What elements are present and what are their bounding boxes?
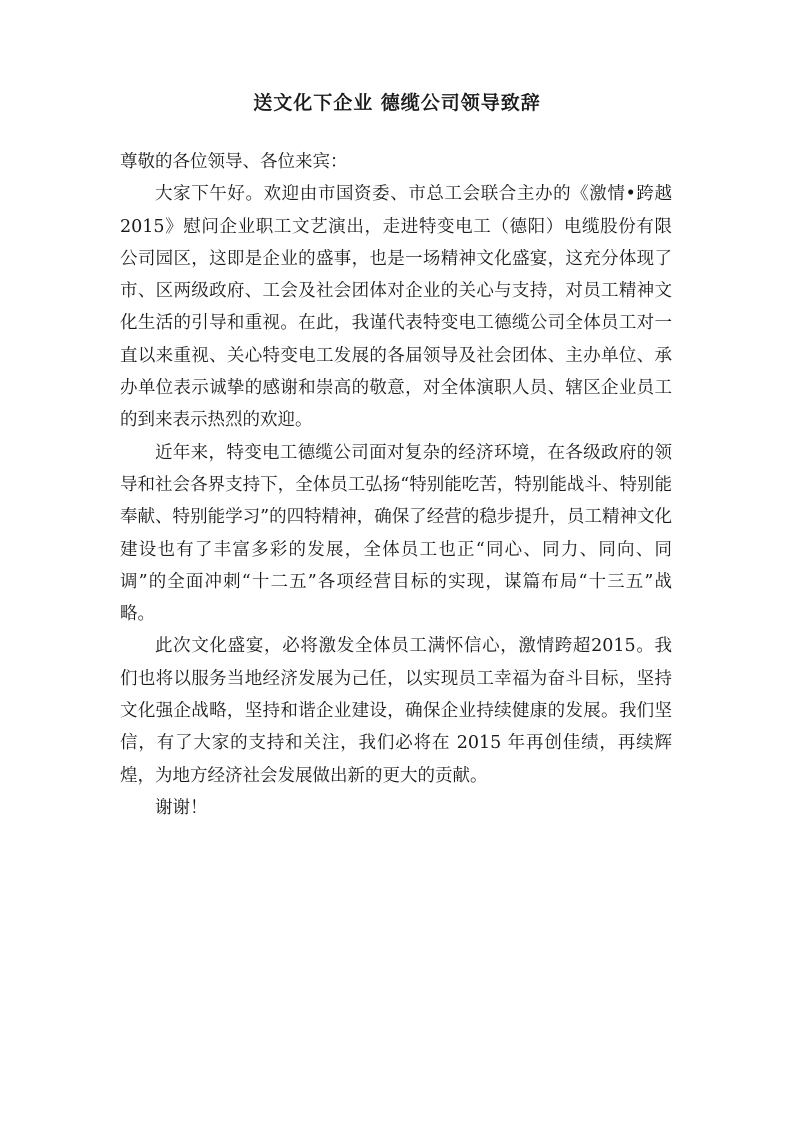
document-body [120,146,672,824]
paragraph-recent-years: 近年来，特变电工德缆公司面对复杂的经济环境，在各级政府的领导和社会各界支持下，全体员工弘扬“特别能吃苦，特别能战斗、特别能奉献、特别能学习”的四特精神，确保了经营的稳步提升，员工精神文化建设也有了丰富多彩的发展，全体员工也正“同心、同力、同向、同调”的全面冲刺“十二五”各项经营目标的实现，谋篇布局“十三五”战略。 [120,442,672,625]
page-title: 送文化下企业 德缆公司领导致辞 [253,92,541,114]
closing-thanks: 谢谢！ [155,797,208,818]
paragraph-commitment: 此次文化盛宴，必将激发全体员工满怀信心，激情跨超2015。我们也将以服务当地经济发展为己任，以实现员工幸福为奋斗目标，坚持文化强企战略，坚持和谐企业建设，确保企业持续健康的发展。我们坚信，有了大家的支持和关注，我们必将在 2015 年再创佳绩，再续辉煌，为地方经济社会发展做出新的更大的贡献。 [120,636,672,786]
paragraph-welcome: 大家下午好。欢迎由市国资委、市总工会联合主办的《激情•跨越 2015》慰问企业职工文艺演出，走进特变电工（德阳）电缆股份有限公司园区，这即是企业的盛事，也是一场精神文化盛宴，这充分体现了市、区两级政府、工会及社会团体对企业的关心与支持，对员工精神文化生活的引导和重视。在此，我谨代表特变电工德缆公司全体员工对一直以来重视、关心特变电工发展的各届领导及社会团体、主办单位、承办单位表示诚挚的感谢和崇高的敬意，对全体演职人员、辖区企业员工的到来表示热烈的欢迎。 [120,184,672,431]
salutation: 尊敬的各位领导、各位来宾： [120,152,348,172]
